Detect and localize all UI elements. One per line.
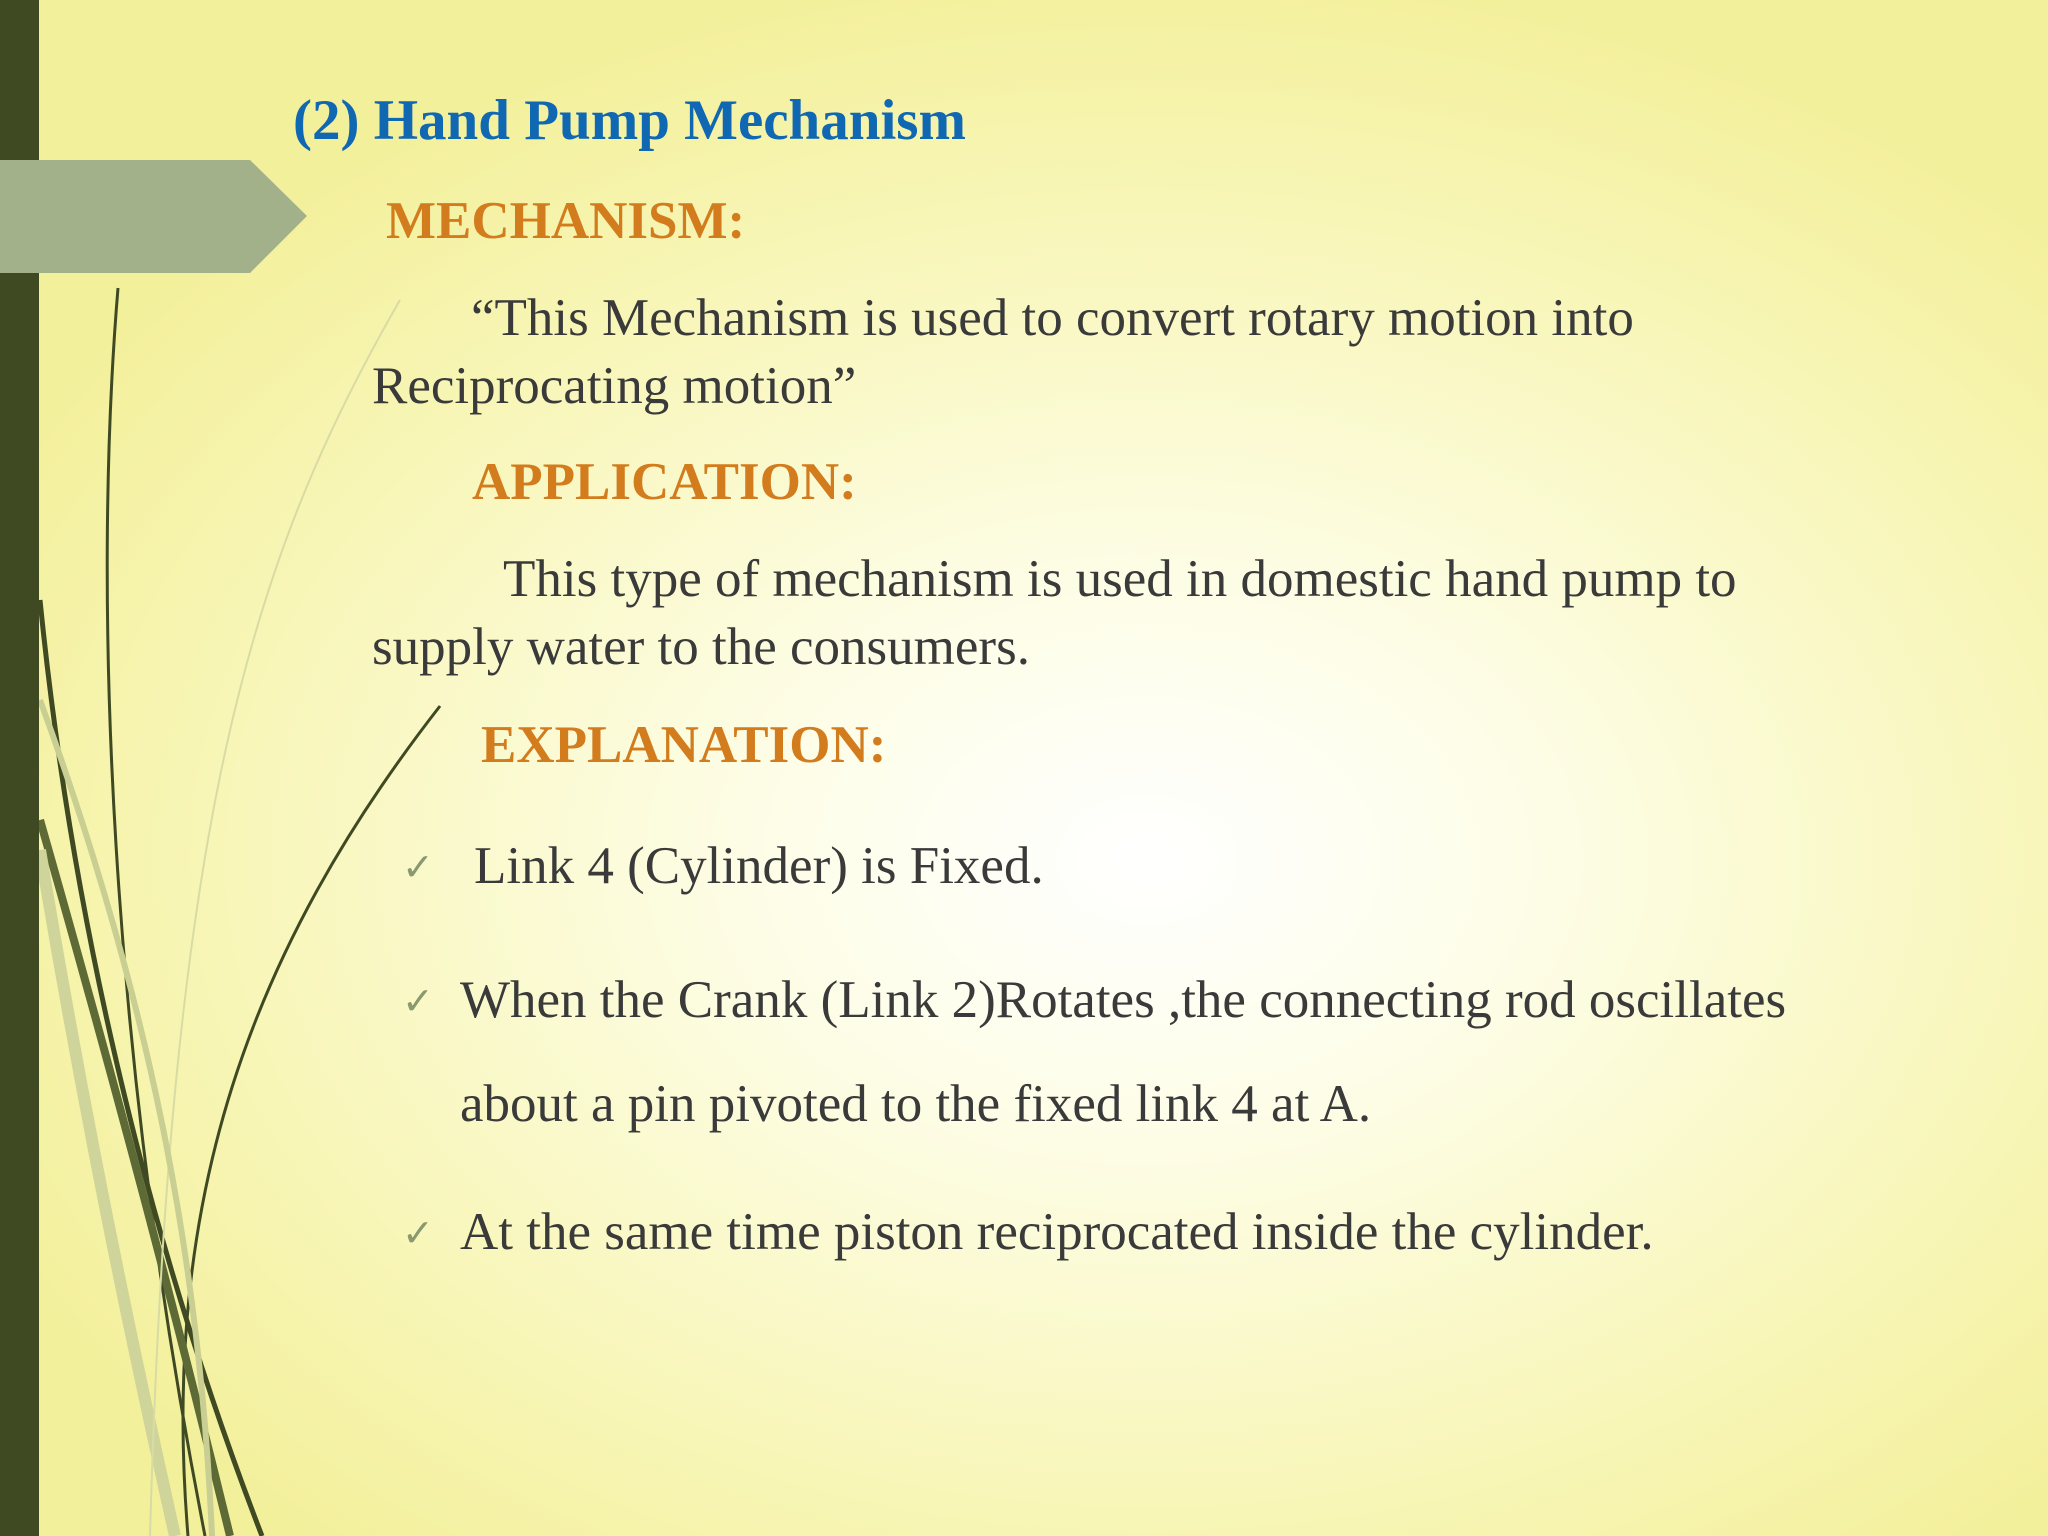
swoosh-line-2 xyxy=(40,600,262,1536)
bullet-item-1 xyxy=(402,837,1044,918)
heading-explanation: EXPLANATION: xyxy=(481,716,887,774)
check-icon: ✓ xyxy=(402,1211,434,1255)
check-icon: ✓ xyxy=(402,979,434,1023)
swoosh-light-3 xyxy=(40,700,212,1536)
heading-mechanism: MECHANISM: xyxy=(386,192,746,250)
mechanism-text-line-1: “This Mechanism is used to convert rotary motion into xyxy=(471,289,1634,347)
mechanism-text-line-2: Reciprocating motion” xyxy=(372,357,857,415)
bullet-item-3 xyxy=(402,1203,1654,1284)
bullet-text-line: When the Crank (Link 2)Rotates ,the connecting rod oscillates xyxy=(460,971,1787,1029)
bullet-text xyxy=(474,814,1044,918)
heading-application: APPLICATION: xyxy=(472,453,857,511)
slide-title: (2) Hand Pump Mechanism xyxy=(293,89,966,152)
check-icon: ✓ xyxy=(402,845,434,889)
bullet-text-line: At the same time piston reciprocated inside the cylinder. xyxy=(460,1203,1654,1261)
bullet-text xyxy=(460,1180,1654,1284)
bullet-item-2 xyxy=(402,971,1787,1156)
bullet-text-line: about a pin pivoted to the fixed link 4 at A. xyxy=(460,1075,1372,1133)
application-text-line-1: This type of mechanism is used in domestic hand pump to xyxy=(503,550,1737,608)
swoosh-line-1 xyxy=(107,288,205,1536)
bullet-text xyxy=(460,948,1786,1156)
swoosh-light-1 xyxy=(40,850,175,1536)
swoosh-line-4 xyxy=(40,820,230,1536)
swoosh-light-2 xyxy=(150,300,400,1536)
application-text-line-2: supply water to the consumers. xyxy=(372,618,1030,676)
bullet-text-line: Link 4 (Cylinder) is Fixed. xyxy=(474,837,1044,895)
arrow-tab-shape xyxy=(0,160,307,273)
